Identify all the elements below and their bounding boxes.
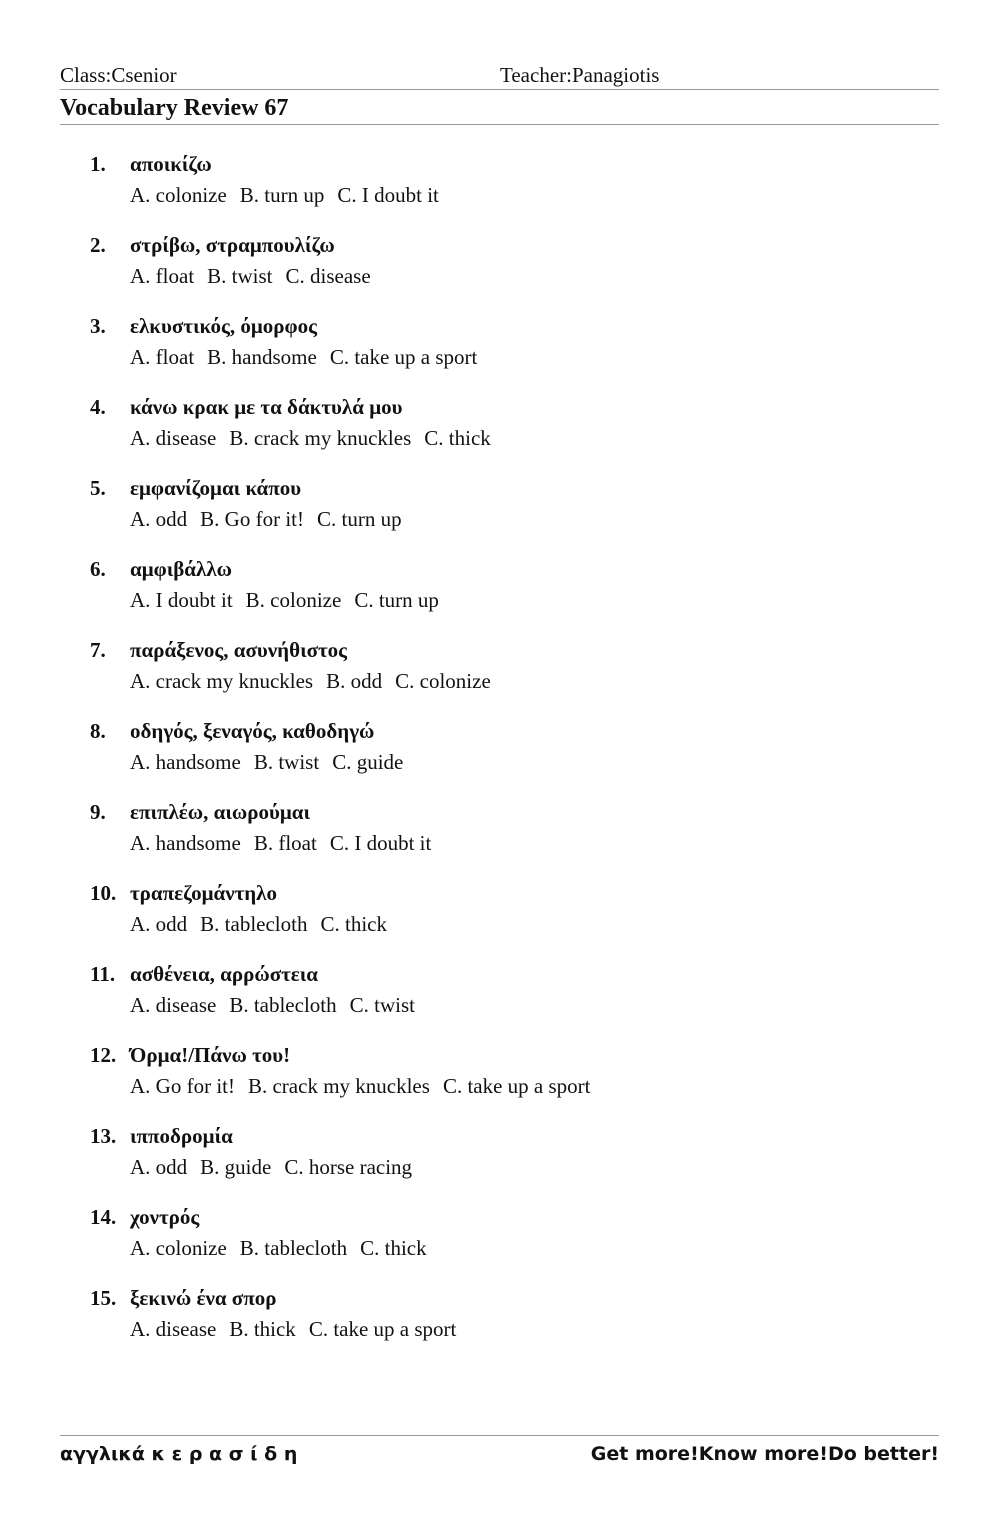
question-number: 4.	[90, 395, 106, 419]
answer-options	[130, 586, 452, 614]
answer-option[interactable]: A. colonize	[130, 1236, 227, 1260]
question-prompt: παράξενος, ασυνήθιστος	[130, 638, 348, 662]
answer-option[interactable]: A. float	[130, 345, 195, 369]
answer-options	[130, 505, 415, 533]
question-number: 13.	[90, 1124, 117, 1148]
answer-option[interactable]: C. thick	[360, 1236, 427, 1260]
answer-option[interactable]: C. take up a sport	[308, 1317, 457, 1341]
question-list	[90, 150, 930, 1365]
question-prompt: χοντρός	[130, 1205, 200, 1229]
question-prompt: στρίβω, στραμπουλίζω	[130, 233, 335, 257]
question-number: 7.	[90, 638, 106, 662]
answer-options	[130, 1315, 469, 1343]
answer-option[interactable]: B. turn up	[239, 183, 325, 207]
page-footer	[60, 1435, 939, 1476]
question-number: 8.	[90, 719, 106, 743]
answer-option[interactable]: B. tablecloth	[229, 993, 337, 1017]
answer-option[interactable]: C. thick	[320, 912, 387, 936]
answer-option[interactable]: B. twist	[207, 264, 273, 288]
answer-options	[130, 1153, 425, 1181]
answer-options	[130, 667, 504, 695]
answer-options	[130, 1072, 604, 1100]
answer-option[interactable]: A. disease	[130, 426, 217, 450]
answer-options	[130, 424, 504, 452]
question-number: 15.	[90, 1286, 117, 1310]
question-item	[90, 150, 930, 231]
question-prompt: αποικίζω	[130, 152, 212, 176]
question-item	[90, 879, 930, 960]
question-number: 9.	[90, 800, 106, 824]
question-item	[90, 555, 930, 636]
answer-option[interactable]: C. take up a sport	[329, 345, 478, 369]
question-item	[90, 1122, 930, 1203]
question-item	[90, 1041, 930, 1122]
answer-options	[130, 748, 416, 776]
question-number: 12.	[90, 1043, 117, 1067]
answer-option[interactable]: C. turn up	[317, 507, 402, 531]
teacher-label: Teacher:Panagiotis	[500, 63, 660, 87]
question-prompt: ιπποδρομία	[130, 1124, 233, 1148]
answer-option[interactable]: B. colonize	[245, 588, 342, 612]
answer-option[interactable]: A. odd	[130, 507, 188, 531]
answer-options	[130, 1234, 440, 1262]
question-item	[90, 960, 930, 1041]
answer-option[interactable]: C. thick	[424, 426, 491, 450]
answer-option[interactable]: A. colonize	[130, 183, 227, 207]
answer-option[interactable]: C. guide	[332, 750, 404, 774]
answer-option[interactable]: A. crack my knuckles	[130, 669, 314, 693]
question-item	[90, 474, 930, 555]
answer-option[interactable]: B. tablecloth	[200, 912, 308, 936]
question-number: 10.	[90, 881, 117, 905]
answer-option[interactable]: A. I doubt it	[130, 588, 233, 612]
question-prompt: τραπεζομάντηλο	[130, 881, 277, 905]
question-item	[90, 1284, 930, 1365]
question-item	[90, 1203, 930, 1284]
question-prompt: ασθένεια, αρρώστεια	[130, 962, 319, 986]
question-number: 2.	[90, 233, 106, 257]
answer-option[interactable]: B. twist	[253, 750, 320, 774]
answer-option[interactable]: B. crack my knuckles	[247, 1074, 430, 1098]
question-item	[90, 717, 930, 798]
answer-option[interactable]: C. colonize	[395, 669, 491, 693]
question-number: 1.	[90, 152, 106, 176]
question-prompt: εμφανίζομαι κάπου	[130, 476, 302, 500]
question-prompt: κάνω κρακ με τα δάκτυλά μου	[130, 395, 403, 419]
title-bar	[60, 92, 939, 125]
answer-option[interactable]: B. crack my knuckles	[229, 426, 412, 450]
answer-options	[130, 262, 384, 290]
question-prompt: οδηγός, ξεναγός, καθοδηγώ	[130, 719, 375, 743]
question-number: 5.	[90, 476, 106, 500]
question-number: 11.	[90, 962, 116, 986]
class-label: Class:Csenior	[60, 63, 177, 87]
answer-option[interactable]: B. Go for it!	[200, 507, 304, 531]
question-prompt: ελκυστικός, όμορφος	[130, 314, 317, 338]
answer-option[interactable]: A. odd	[130, 1155, 188, 1179]
question-number: 3.	[90, 314, 106, 338]
answer-option[interactable]: C. take up a sport	[442, 1074, 591, 1098]
question-item	[90, 393, 930, 474]
answer-options	[130, 910, 400, 938]
answer-options	[130, 181, 452, 209]
answer-option[interactable]: B. handsome	[207, 345, 317, 369]
answer-option[interactable]: B. tablecloth	[239, 1236, 348, 1260]
answer-option[interactable]: A. disease	[130, 993, 217, 1017]
answer-option[interactable]: B. odd	[326, 669, 383, 693]
answer-option[interactable]: B. thick	[229, 1317, 296, 1341]
question-prompt: επιπλέω, αιωρούμαι	[130, 800, 310, 824]
footer-slogan: Get more!Know more!Do better!	[590, 1443, 939, 1465]
answer-option[interactable]: C. horse racing	[284, 1155, 413, 1179]
answer-option[interactable]: C. I doubt it	[337, 183, 439, 207]
answer-options	[130, 343, 490, 371]
question-prompt: Όρμα!/Πάνω του!	[130, 1043, 291, 1067]
page-header	[60, 62, 939, 90]
question-item	[90, 231, 930, 312]
footer-brand: αγγλικά κ ε ρ α σ ί δ η	[60, 1443, 298, 1465]
answer-option[interactable]: C. twist	[349, 993, 415, 1017]
question-item	[90, 636, 930, 717]
question-item	[90, 798, 930, 879]
question-number: 6.	[90, 557, 106, 581]
answer-option[interactable]: B. guide	[200, 1155, 272, 1179]
answer-option[interactable]: A. handsome	[130, 750, 241, 774]
answer-option[interactable]: A. disease	[130, 1317, 217, 1341]
answer-option[interactable]: A. odd	[130, 912, 188, 936]
answer-option[interactable]: A. handsome	[130, 831, 241, 855]
answer-option[interactable]: C. I doubt it	[329, 831, 432, 855]
answer-options	[130, 829, 444, 857]
answer-options	[130, 991, 428, 1019]
question-item	[90, 312, 930, 393]
page-title: Vocabulary Review 67	[60, 95, 289, 121]
answer-option[interactable]: C. disease	[285, 264, 371, 288]
answer-option[interactable]: C. turn up	[354, 588, 439, 612]
question-number: 14.	[90, 1205, 117, 1229]
answer-option[interactable]: A. Go for it!	[130, 1074, 235, 1098]
answer-option[interactable]: A. float	[130, 264, 195, 288]
question-prompt: ξεκινώ ένα σπορ	[130, 1286, 277, 1310]
question-prompt: αμφιβάλλω	[130, 557, 233, 581]
answer-option[interactable]: B. float	[253, 831, 317, 855]
